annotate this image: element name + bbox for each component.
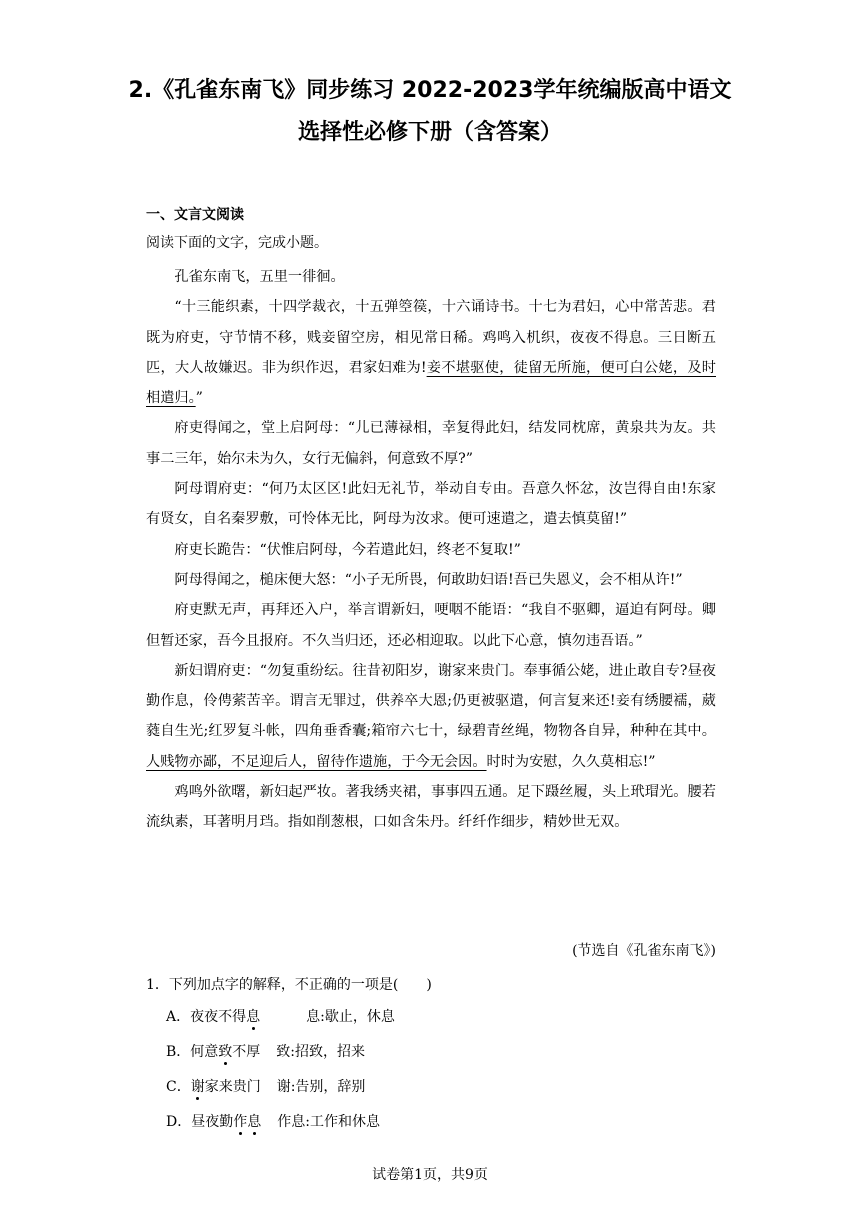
option-c [166,1076,365,1096]
option-letter: A． [166,1009,191,1025]
option-phrase: 昼夜勤 [191,1114,234,1130]
passage-paragraph-7: 府吏默无声，再拜还入户，举言谓新妇，哽咽不能语：“我自不驱卿，逼迫有阿母。卿但暂还家，吾今且报府。不久当归还，还必相迎取。以此下心意，慎勿违吾语。” [146,602,716,649]
passage-paragraph-1: 孔雀东南飞，五里一徘徊。 [174,269,345,285]
passage-paragraph-6: 阿母得闻之，槌床便大怒：“小子无所畏，何敢助妇语!吾已失恩义，会不相从许!” [174,571,683,588]
dotted-character: 息 [247,1114,262,1130]
passage-paragraph-9: 鸡鸣外欲曙，新妇起严妆。著我绣夹裙，事事四五通。足下蹑丝履，头上玳瑁光。腰若流纨素，耳著明月珰。指如削葱根，口如含朱丹。纤纤作细步，精妙世无双。 [146,784,716,831]
passage-text: 时时为安慰，久久莫相忘!” [486,753,656,770]
document-title-line-1: 2.《孔雀东南飞》同步练习 2022-2023学年统编版高中语文 [128,78,732,103]
passage-text: ” [195,390,203,407]
option-letter: B． [166,1044,191,1060]
section-heading: 一、文言文阅读 [146,207,244,223]
option-letter: C． [166,1079,191,1095]
underlined-sentence-1: 妾不堪驱使，徒留无所施，便可白公姥，及时相遣归。 [146,359,716,407]
option-definition: 致:招致，招来 [276,1044,366,1060]
option-definition: 息:歇止，休息 [306,1009,395,1025]
instruction-text: 阅读下面的文字，完成小题。 [146,235,328,251]
option-a [166,1006,395,1026]
dotted-character: 致 [218,1044,233,1060]
reading-passage [146,262,716,838]
option-b [166,1041,365,1061]
question-stem: 1．下列加点字的解释，不正确的一项是( ) [146,977,432,993]
passage-paragraph-4: 阿母谓府吏：“何乃太区区!此妇无礼节，举动自专由。吾意久怀忿，汝岂得自由!东家有贤女，自名秦罗敷，可怜体无比，阿母为汝求。便可速遣之，遣去慎莫留!” [146,481,716,528]
dotted-character: 作 [233,1114,248,1130]
option-phrase: 不厚 [232,1044,261,1060]
option-phrase: 家来贵门 [204,1079,261,1095]
option-letter: D． [166,1114,192,1130]
passage-source: (节选自《孔雀东南飞》) [572,943,716,959]
dotted-character: 谢 [190,1079,205,1095]
passage-text: “十三能织素，十四学裁衣，十五弹箜篌，十六诵诗书。十七为君妇，心中常苦悲。君既为府吏，守节情不移，贱妾留空房，相见常日稀。鸡鸣入机织，夜夜不得息。三日断五匹，大人故嫌迟。非为织作迟，君家妇难为! [146,299,716,376]
passage-paragraph-5: 府吏长跪告：“伏惟启阿母，今若遣此妇，终老不复取!” [174,541,521,558]
passage-paragraph-2 [146,292,716,413]
document-title-line-2: 选择性必修下册（含答案） [297,120,562,145]
passage-text: 新妇谓府吏：“勿复重纷纭。往昔初阳岁，谢家来贵门。奉事循公姥，进止敢自专?昼夜勤作息，伶俜萦苦辛。谓言无罪过，供养卒大恩;仍更被驱遣，何言复来还!妾有绣腰襦，葳蕤自生光;红罗复斗帐，四角垂香囊;箱帘六七十，绿碧青丝绳，物物各自异，种种在其中。 [146,662,716,740]
passage-paragraph-3: 府吏得闻之，堂上启阿母：“儿已薄禄相，幸复得此妇，结发同枕席，黄泉共为友。共事二三年，始尔未为久，女行无偏斜，何意致不厚?” [146,420,716,467]
option-definition: 作息:工作和休息 [277,1114,380,1130]
option-definition: 谢:告别，辞别 [276,1079,366,1095]
page-footer: 试卷第1页，共9页 [372,1167,488,1183]
dotted-character: 息 [246,1009,261,1025]
option-phrase: 夜夜不得 [190,1009,247,1025]
underlined-sentence-2: 人贱物亦鄙，不足迎后人，留待作遗施，于今无会因。 [146,753,487,770]
option-d [166,1111,380,1131]
option-phrase: 何意 [190,1044,219,1060]
passage-paragraph-8 [146,656,716,777]
